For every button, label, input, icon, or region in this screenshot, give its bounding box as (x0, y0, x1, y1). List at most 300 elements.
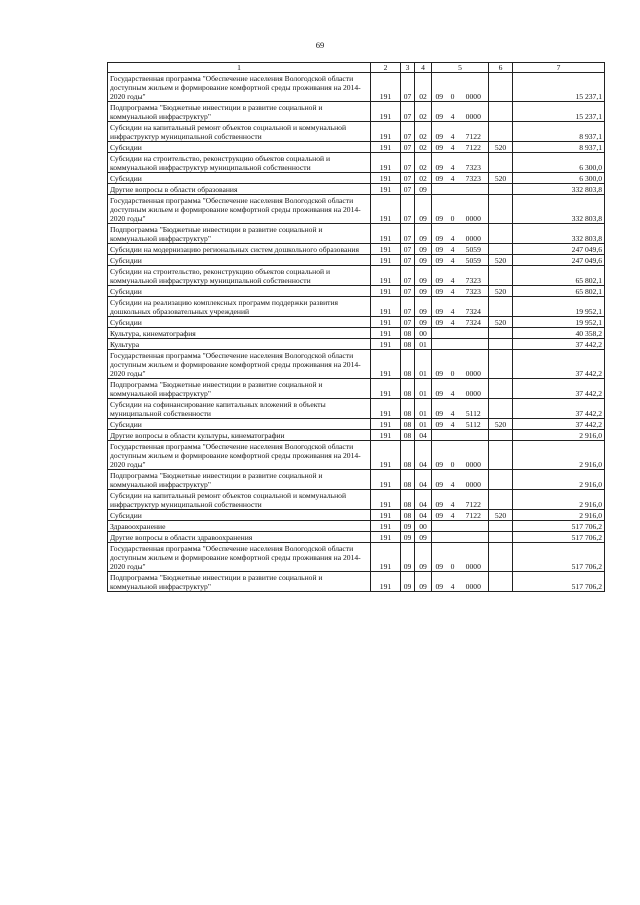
row-name-cell: Субсидии (108, 419, 371, 430)
header-cell-5: 5 (432, 63, 489, 73)
row-direction-code-cell: 0000 (459, 543, 489, 572)
row-program-code-cell (432, 328, 447, 339)
row-direction-code-cell: 0000 (459, 195, 489, 224)
row-name-cell: Подпрограмма "Бюджетные инвестиции в развитие социальной и коммунальной инфраструктур" (108, 102, 371, 122)
row-name-cell: Государственная программа "Обеспечение населения Вологодской области доступным жильем и формирование комфортной среды проживания на 2014-2020 годы" (108, 543, 371, 572)
row-subsection-cell: 09 (415, 224, 432, 244)
row-admin-code-cell: 191 (371, 142, 401, 153)
row-subprogram-code-cell: 0 (447, 543, 459, 572)
table-header-row (108, 63, 605, 73)
row-amount-cell: 19 952,1 (513, 317, 605, 328)
row-expense-type-cell (489, 339, 513, 350)
row-program-code-cell: 09 (432, 224, 447, 244)
row-subprogram-code-cell: 0 (447, 350, 459, 379)
row-name-cell: Субсидии на капитальный ремонт объектов социальной и коммунальной инфраструктур муниципальной собственности (108, 490, 371, 510)
row-expense-type-cell (489, 328, 513, 339)
table-row (108, 224, 605, 244)
row-direction-code-cell: 0000 (459, 73, 489, 102)
row-name-cell: Культура (108, 339, 371, 350)
row-name-cell: Субсидии на софинансирование капитальных вложений в объекты муниципальной собственности (108, 399, 371, 419)
row-admin-code-cell: 191 (371, 297, 401, 317)
row-admin-code-cell: 191 (371, 521, 401, 532)
row-name-cell: Подпрограмма "Бюджетные инвестиции в развитие социальной и коммунальной инфраструктур" (108, 379, 371, 399)
row-admin-code-cell: 191 (371, 572, 401, 592)
row-section-cell: 08 (401, 441, 415, 470)
row-expense-type-cell (489, 297, 513, 317)
row-subprogram-code-cell: 4 (447, 173, 459, 184)
table-row (108, 142, 605, 153)
row-section-cell: 08 (401, 339, 415, 350)
row-admin-code-cell: 191 (371, 441, 401, 470)
row-expense-type-cell (489, 266, 513, 286)
row-expense-type-cell (489, 350, 513, 379)
row-direction-code-cell: 5059 (459, 255, 489, 266)
row-subprogram-code-cell: 4 (447, 379, 459, 399)
row-expense-type-cell (489, 572, 513, 592)
row-subsection-cell: 09 (415, 244, 432, 255)
row-subsection-cell: 02 (415, 102, 432, 122)
row-program-code-cell: 09 (432, 419, 447, 430)
row-subsection-cell: 01 (415, 399, 432, 419)
row-amount-cell: 6 300,0 (513, 173, 605, 184)
row-subsection-cell: 00 (415, 328, 432, 339)
row-program-code-cell: 09 (432, 153, 447, 173)
row-subsection-cell: 01 (415, 379, 432, 399)
row-section-cell: 08 (401, 350, 415, 379)
row-section-cell: 08 (401, 328, 415, 339)
row-subsection-cell: 04 (415, 430, 432, 441)
row-name-cell: Субсидии на капитальный ремонт объектов социальной и коммунальной инфраструктур муниципальной собственности (108, 122, 371, 142)
row-expense-type-cell: 520 (489, 142, 513, 153)
row-section-cell: 07 (401, 286, 415, 297)
row-direction-code-cell: 0000 (459, 572, 489, 592)
row-name-cell: Другие вопросы в области образования (108, 184, 371, 195)
row-direction-code-cell: 7122 (459, 122, 489, 142)
header-cell-4: 4 (415, 63, 432, 73)
row-program-code-cell: 09 (432, 142, 447, 153)
row-amount-cell: 517 706,2 (513, 521, 605, 532)
table-row (108, 173, 605, 184)
row-amount-cell: 247 049,6 (513, 244, 605, 255)
row-admin-code-cell: 191 (371, 224, 401, 244)
row-name-cell: Другие вопросы в области здравоохранения (108, 532, 371, 543)
row-section-cell: 09 (401, 572, 415, 592)
row-name-cell: Субсидии (108, 286, 371, 297)
row-expense-type-cell (489, 122, 513, 142)
row-subsection-cell: 09 (415, 286, 432, 297)
table-row (108, 255, 605, 266)
row-admin-code-cell: 191 (371, 153, 401, 173)
row-subprogram-code-cell: 4 (447, 572, 459, 592)
row-section-cell: 07 (401, 195, 415, 224)
row-admin-code-cell: 191 (371, 470, 401, 490)
row-expense-type-cell: 520 (489, 173, 513, 184)
row-subprogram-code-cell: 4 (447, 297, 459, 317)
table-row (108, 102, 605, 122)
row-name-cell: Здравоохранение (108, 521, 371, 532)
row-program-code-cell: 09 (432, 122, 447, 142)
row-direction-code-cell: 5059 (459, 244, 489, 255)
row-expense-type-cell (489, 532, 513, 543)
row-section-cell: 07 (401, 102, 415, 122)
row-amount-cell: 8 937,1 (513, 142, 605, 153)
table-row (108, 286, 605, 297)
row-section-cell: 07 (401, 317, 415, 328)
row-direction-code-cell: 7324 (459, 317, 489, 328)
row-direction-code-cell: 7323 (459, 173, 489, 184)
row-program-code-cell: 09 (432, 470, 447, 490)
table-row (108, 195, 605, 224)
row-subsection-cell: 09 (415, 532, 432, 543)
row-subprogram-code-cell (447, 339, 459, 350)
table-row (108, 244, 605, 255)
row-amount-cell: 65 802,1 (513, 266, 605, 286)
row-amount-cell: 517 706,2 (513, 572, 605, 592)
row-subprogram-code-cell: 4 (447, 102, 459, 122)
row-direction-code-cell: 5112 (459, 419, 489, 430)
row-admin-code-cell: 191 (371, 350, 401, 379)
row-name-cell: Государственная программа "Обеспечение населения Вологодской области доступным жильем и формирование комфортной среды проживания на 2014-2020 годы" (108, 441, 371, 470)
row-amount-cell: 2 916,0 (513, 430, 605, 441)
row-program-code-cell: 09 (432, 297, 447, 317)
row-subsection-cell: 09 (415, 184, 432, 195)
row-direction-code-cell: 7122 (459, 490, 489, 510)
row-name-cell: Другие вопросы в области культуры, кинематографии (108, 430, 371, 441)
row-subprogram-code-cell: 4 (447, 224, 459, 244)
row-subprogram-code-cell: 4 (447, 122, 459, 142)
row-direction-code-cell (459, 532, 489, 543)
table-row (108, 572, 605, 592)
row-direction-code-cell: 7122 (459, 510, 489, 521)
row-amount-cell: 2 916,0 (513, 441, 605, 470)
row-section-cell: 08 (401, 399, 415, 419)
row-program-code-cell (432, 339, 447, 350)
row-expense-type-cell: 520 (489, 286, 513, 297)
table-row (108, 470, 605, 490)
row-admin-code-cell: 191 (371, 173, 401, 184)
row-subprogram-code-cell: 4 (447, 510, 459, 521)
row-amount-cell: 37 442,2 (513, 350, 605, 379)
row-direction-code-cell: 0000 (459, 470, 489, 490)
row-program-code-cell: 09 (432, 244, 447, 255)
row-direction-code-cell: 7323 (459, 266, 489, 286)
row-section-cell: 08 (401, 379, 415, 399)
budget-table (107, 62, 605, 592)
table-row (108, 339, 605, 350)
row-expense-type-cell (489, 224, 513, 244)
row-name-cell: Субсидии на строительство, реконструкцию объектов социальной и коммунальной инфраструктур муниципальной собственности (108, 266, 371, 286)
row-name-cell: Субсидии (108, 142, 371, 153)
table-row (108, 399, 605, 419)
row-direction-code-cell (459, 339, 489, 350)
table-row (108, 328, 605, 339)
row-admin-code-cell: 191 (371, 195, 401, 224)
table-row (108, 184, 605, 195)
row-expense-type-cell (489, 153, 513, 173)
row-name-cell: Культура, кинематография (108, 328, 371, 339)
header-cell-3: 3 (401, 63, 415, 73)
row-amount-cell: 15 237,1 (513, 73, 605, 102)
row-direction-code-cell: 0000 (459, 379, 489, 399)
row-subsection-cell: 09 (415, 255, 432, 266)
row-admin-code-cell: 191 (371, 184, 401, 195)
row-amount-cell: 332 803,8 (513, 184, 605, 195)
row-section-cell: 08 (401, 510, 415, 521)
header-cell-6: 6 (489, 63, 513, 73)
header-cell-7: 7 (513, 63, 605, 73)
row-section-cell: 08 (401, 470, 415, 490)
row-direction-code-cell (459, 430, 489, 441)
row-section-cell: 07 (401, 244, 415, 255)
row-expense-type-cell (489, 399, 513, 419)
row-section-cell: 07 (401, 73, 415, 102)
row-subsection-cell: 02 (415, 142, 432, 153)
row-program-code-cell: 09 (432, 441, 447, 470)
header-cell-2: 2 (371, 63, 401, 73)
row-name-cell: Субсидии (108, 255, 371, 266)
row-expense-type-cell (489, 470, 513, 490)
row-section-cell: 07 (401, 122, 415, 142)
row-direction-code-cell (459, 184, 489, 195)
row-amount-cell: 247 049,6 (513, 255, 605, 266)
row-admin-code-cell: 191 (371, 266, 401, 286)
row-amount-cell: 2 916,0 (513, 510, 605, 521)
row-subsection-cell: 00 (415, 521, 432, 532)
row-program-code-cell: 09 (432, 73, 447, 102)
row-section-cell: 08 (401, 430, 415, 441)
row-program-code-cell: 09 (432, 510, 447, 521)
row-expense-type-cell (489, 379, 513, 399)
row-subprogram-code-cell: 4 (447, 490, 459, 510)
row-amount-cell: 6 300,0 (513, 153, 605, 173)
row-direction-code-cell (459, 521, 489, 532)
row-amount-cell: 37 442,2 (513, 399, 605, 419)
row-program-code-cell: 09 (432, 173, 447, 184)
row-subprogram-code-cell: 4 (447, 244, 459, 255)
row-admin-code-cell: 191 (371, 399, 401, 419)
row-expense-type-cell (489, 102, 513, 122)
row-amount-cell: 37 442,2 (513, 379, 605, 399)
table-row (108, 532, 605, 543)
row-section-cell: 08 (401, 490, 415, 510)
row-admin-code-cell: 191 (371, 328, 401, 339)
row-program-code-cell: 09 (432, 286, 447, 297)
row-amount-cell: 15 237,1 (513, 102, 605, 122)
row-direction-code-cell: 7323 (459, 286, 489, 297)
row-admin-code-cell: 191 (371, 419, 401, 430)
row-program-code-cell: 09 (432, 399, 447, 419)
row-subsection-cell: 01 (415, 339, 432, 350)
table-row (108, 430, 605, 441)
row-program-code-cell: 09 (432, 350, 447, 379)
row-amount-cell: 2 916,0 (513, 490, 605, 510)
row-subprogram-code-cell: 4 (447, 317, 459, 328)
row-name-cell: Подпрограмма "Бюджетные инвестиции в развитие социальной и коммунальной инфраструктур" (108, 224, 371, 244)
row-name-cell: Субсидии (108, 510, 371, 521)
row-amount-cell: 2 916,0 (513, 470, 605, 490)
row-section-cell: 09 (401, 532, 415, 543)
row-direction-code-cell: 5112 (459, 399, 489, 419)
row-amount-cell: 332 803,8 (513, 195, 605, 224)
row-program-code-cell (432, 184, 447, 195)
row-subsection-cell: 01 (415, 419, 432, 430)
row-expense-type-cell: 520 (489, 419, 513, 430)
table-row (108, 266, 605, 286)
row-amount-cell: 40 358,2 (513, 328, 605, 339)
row-expense-type-cell (489, 521, 513, 532)
row-subprogram-code-cell: 0 (447, 195, 459, 224)
row-admin-code-cell: 191 (371, 102, 401, 122)
table-row (108, 441, 605, 470)
row-section-cell: 07 (401, 255, 415, 266)
row-section-cell: 08 (401, 419, 415, 430)
row-admin-code-cell: 191 (371, 122, 401, 142)
row-subsection-cell: 09 (415, 297, 432, 317)
row-amount-cell: 37 442,2 (513, 339, 605, 350)
row-admin-code-cell: 191 (371, 430, 401, 441)
row-subprogram-code-cell (447, 521, 459, 532)
row-subsection-cell: 04 (415, 490, 432, 510)
row-subsection-cell: 01 (415, 350, 432, 379)
row-amount-cell: 517 706,2 (513, 543, 605, 572)
row-program-code-cell: 09 (432, 317, 447, 328)
table-row (108, 490, 605, 510)
table-row (108, 510, 605, 521)
page-number: 69 (315, 40, 325, 50)
table-row (108, 521, 605, 532)
table-row (108, 379, 605, 399)
row-direction-code-cell: 7324 (459, 297, 489, 317)
row-section-cell: 07 (401, 153, 415, 173)
row-subsection-cell: 09 (415, 266, 432, 286)
row-section-cell: 09 (401, 543, 415, 572)
table-row (108, 543, 605, 572)
table-row (108, 317, 605, 328)
row-expense-type-cell: 520 (489, 317, 513, 328)
row-program-code-cell: 09 (432, 543, 447, 572)
row-subsection-cell: 04 (415, 470, 432, 490)
row-amount-cell: 517 706,2 (513, 532, 605, 543)
row-name-cell: Субсидии (108, 317, 371, 328)
row-subsection-cell: 02 (415, 122, 432, 142)
table-body (108, 63, 605, 592)
row-subprogram-code-cell (447, 328, 459, 339)
row-subsection-cell: 09 (415, 543, 432, 572)
row-subprogram-code-cell: 4 (447, 399, 459, 419)
row-expense-type-cell: 520 (489, 255, 513, 266)
row-section-cell: 09 (401, 521, 415, 532)
row-name-cell: Субсидии на реализацию комплексных программ поддержки развития дошкольных образовательных учреждений (108, 297, 371, 317)
row-name-cell: Государственная программа "Обеспечение населения Вологодской области доступным жильем и формирование комфортной среды проживания на 2014-2020 годы" (108, 350, 371, 379)
row-name-cell: Субсидии (108, 173, 371, 184)
row-program-code-cell (432, 430, 447, 441)
row-subsection-cell: 04 (415, 510, 432, 521)
row-subprogram-code-cell: 0 (447, 73, 459, 102)
row-expense-type-cell (489, 543, 513, 572)
row-expense-type-cell: 520 (489, 510, 513, 521)
row-program-code-cell: 09 (432, 379, 447, 399)
row-direction-code-cell: 7122 (459, 142, 489, 153)
row-amount-cell: 8 937,1 (513, 122, 605, 142)
row-section-cell: 07 (401, 266, 415, 286)
row-program-code-cell: 09 (432, 266, 447, 286)
row-admin-code-cell: 191 (371, 286, 401, 297)
row-expense-type-cell (489, 441, 513, 470)
row-admin-code-cell: 191 (371, 543, 401, 572)
row-subsection-cell: 09 (415, 572, 432, 592)
row-subprogram-code-cell (447, 532, 459, 543)
row-admin-code-cell: 191 (371, 379, 401, 399)
row-amount-cell: 65 802,1 (513, 286, 605, 297)
row-name-cell: Государственная программа "Обеспечение населения Вологодской области доступным жильем и формирование комфортной среды проживания на 2014-2020 годы" (108, 73, 371, 102)
table-row (108, 73, 605, 102)
row-name-cell: Подпрограмма "Бюджетные инвестиции в развитие социальной и коммунальной инфраструктур" (108, 470, 371, 490)
row-subprogram-code-cell: 4 (447, 142, 459, 153)
row-admin-code-cell: 191 (371, 532, 401, 543)
table-row (108, 350, 605, 379)
row-subprogram-code-cell: 4 (447, 470, 459, 490)
table-row (108, 122, 605, 142)
row-program-code-cell (432, 532, 447, 543)
row-name-cell: Субсидии на строительство, реконструкцию объектов социальной и коммунальной инфраструктур муниципальной собственности (108, 153, 371, 173)
row-admin-code-cell: 191 (371, 510, 401, 521)
row-subsection-cell: 09 (415, 195, 432, 224)
row-expense-type-cell (489, 490, 513, 510)
row-admin-code-cell: 191 (371, 244, 401, 255)
row-admin-code-cell: 191 (371, 255, 401, 266)
row-program-code-cell: 09 (432, 255, 447, 266)
row-admin-code-cell: 191 (371, 339, 401, 350)
row-section-cell: 07 (401, 297, 415, 317)
row-admin-code-cell: 191 (371, 490, 401, 510)
row-subsection-cell: 02 (415, 153, 432, 173)
row-direction-code-cell: 7323 (459, 153, 489, 173)
row-direction-code-cell: 0000 (459, 350, 489, 379)
row-subprogram-code-cell: 4 (447, 153, 459, 173)
row-admin-code-cell: 191 (371, 317, 401, 328)
row-direction-code-cell (459, 328, 489, 339)
row-expense-type-cell (489, 73, 513, 102)
table-row (108, 419, 605, 430)
row-subsection-cell: 02 (415, 173, 432, 184)
row-section-cell: 07 (401, 142, 415, 153)
row-program-code-cell: 09 (432, 195, 447, 224)
row-admin-code-cell: 191 (371, 73, 401, 102)
row-program-code-cell: 09 (432, 490, 447, 510)
row-subprogram-code-cell: 4 (447, 286, 459, 297)
row-subprogram-code-cell: 4 (447, 255, 459, 266)
row-section-cell: 07 (401, 224, 415, 244)
table-row (108, 297, 605, 317)
row-direction-code-cell: 0000 (459, 441, 489, 470)
row-subsection-cell: 02 (415, 73, 432, 102)
table-row (108, 153, 605, 173)
header-cell-1: 1 (108, 63, 371, 73)
row-program-code-cell (432, 521, 447, 532)
row-expense-type-cell (489, 244, 513, 255)
row-program-code-cell: 09 (432, 102, 447, 122)
row-section-cell: 07 (401, 184, 415, 195)
row-subprogram-code-cell (447, 184, 459, 195)
row-subprogram-code-cell: 4 (447, 419, 459, 430)
row-subsection-cell: 04 (415, 441, 432, 470)
row-name-cell: Подпрограмма "Бюджетные инвестиции в развитие социальной и коммунальной инфраструктур" (108, 572, 371, 592)
row-subprogram-code-cell (447, 430, 459, 441)
row-name-cell: Государственная программа "Обеспечение населения Вологодской области доступным жильем и формирование комфортной среды проживания на 2014-2020 годы" (108, 195, 371, 224)
row-section-cell: 07 (401, 173, 415, 184)
row-name-cell: Субсидии на модернизацию региональных систем дошкольного образования (108, 244, 371, 255)
row-expense-type-cell (489, 184, 513, 195)
